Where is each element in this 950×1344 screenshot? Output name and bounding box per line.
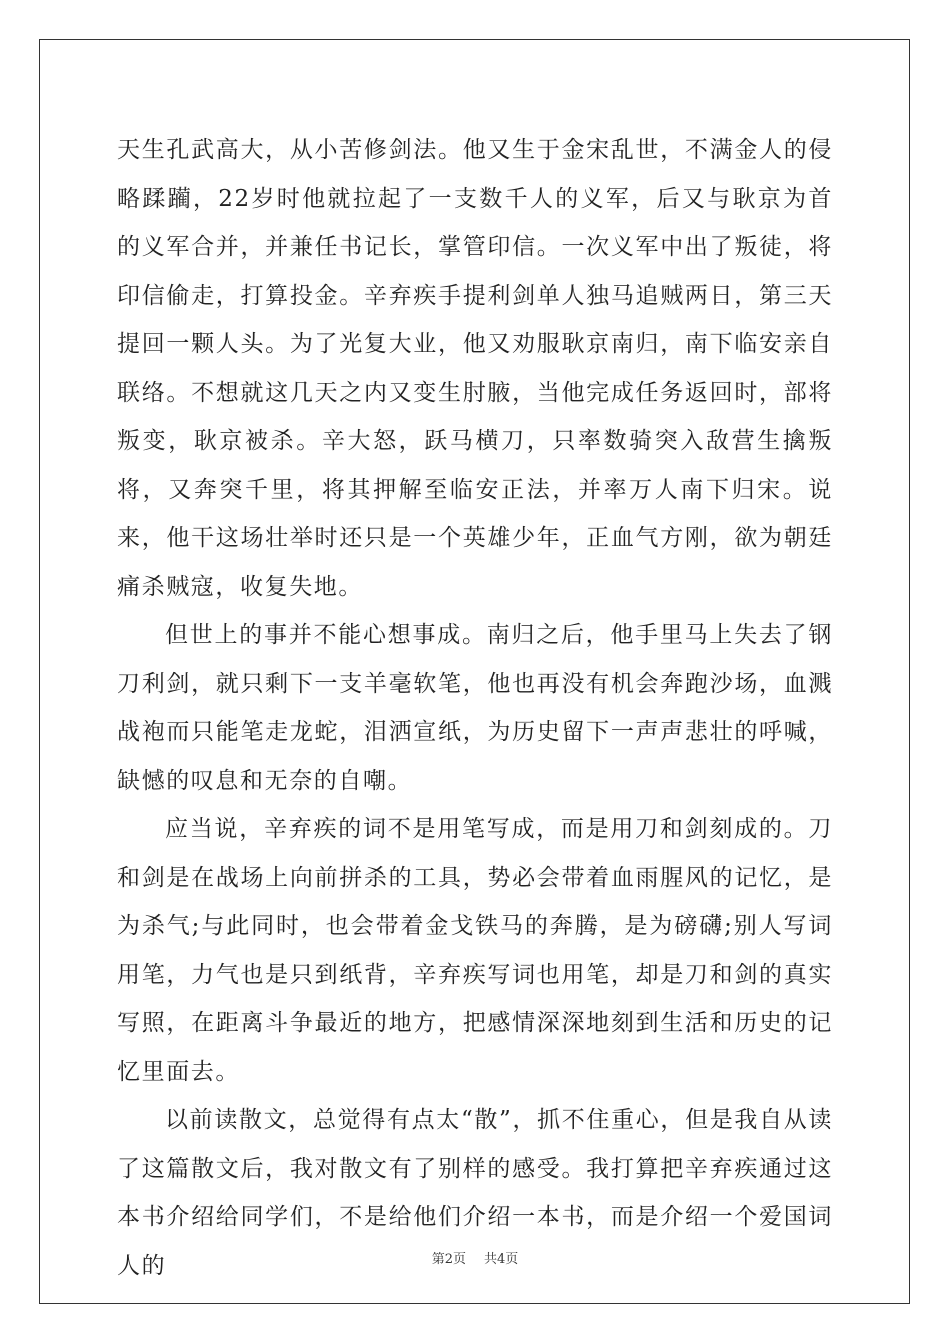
paragraph-2: 但世上的事并不能心想事成。南归之后，他手里马上失去了钢刀利剑，就只剩下一支羊毫软笔，他也再没有机会奔跑沙场，血溅战袍而只能笔走龙蛇，泪洒宣纸，为历史留下一声声悲壮的呼喊，缺憾的叹息和无奈的自嘲。 bbox=[117, 622, 833, 794]
page-number: 第2页 bbox=[431, 1252, 466, 1267]
paragraph-1: 天生孔武高大，从小苦修剑法。他又生于金宋乱世，不满金人的侵略蹂躏，22岁时他就拉起了一支数千人的义军，后又与耿京为首的义军合并，并兼任书记长，掌管印信。一次义军中出了叛徒，将印信偷走，打算投金。辛弃疾手提利剑单人独马追贼两日，第三天提回一颗人头。为了光复大业，他又劝服耿京南归，南下临安亲自联络。不想就这几天之内又变生肘腋，当他完成任务返回时，部将叛变，耿京被杀。辛大怒，跃马横刀，只率数骑突入敌营生擒叛将，又奔突千里，将其押解至临安正法，并率万人南下归宋。说来，他干这场壮举时还只是一个英雄少年，正血气方刚，欲为朝廷痛杀贼寇，收复失地。 bbox=[117, 137, 833, 600]
page-footer bbox=[0, 1248, 950, 1267]
paragraph-3: 应当说，辛弃疾的词不是用笔写成，而是用刀和剑刻成的。刀和剑是在战场上向前拼杀的工具，势必会带着血雨腥风的记忆，是为杀气;与此同时，也会带着金戈铁马的奔腾，是为磅礴;别人写词用笔，力气也是只到纸背，辛弃疾写词也用笔，却是刀和剑的真实写照，在距离斗争最近的地方，把感情深深地刻到生活和历史的记忆里面去。 bbox=[117, 816, 833, 1085]
page-total: 共4页 bbox=[484, 1252, 519, 1267]
paragraph-4: 以前读散文，总觉得有点太“散”，抓不住重心，但是我自从读了这篇散文后，我对散文有了别样的感受。我打算把辛弃疾通过这本书介绍给同学们，不是给他们介绍一本书，而是介绍一个爱国词人的 bbox=[117, 1107, 833, 1279]
document-body bbox=[117, 126, 833, 1290]
